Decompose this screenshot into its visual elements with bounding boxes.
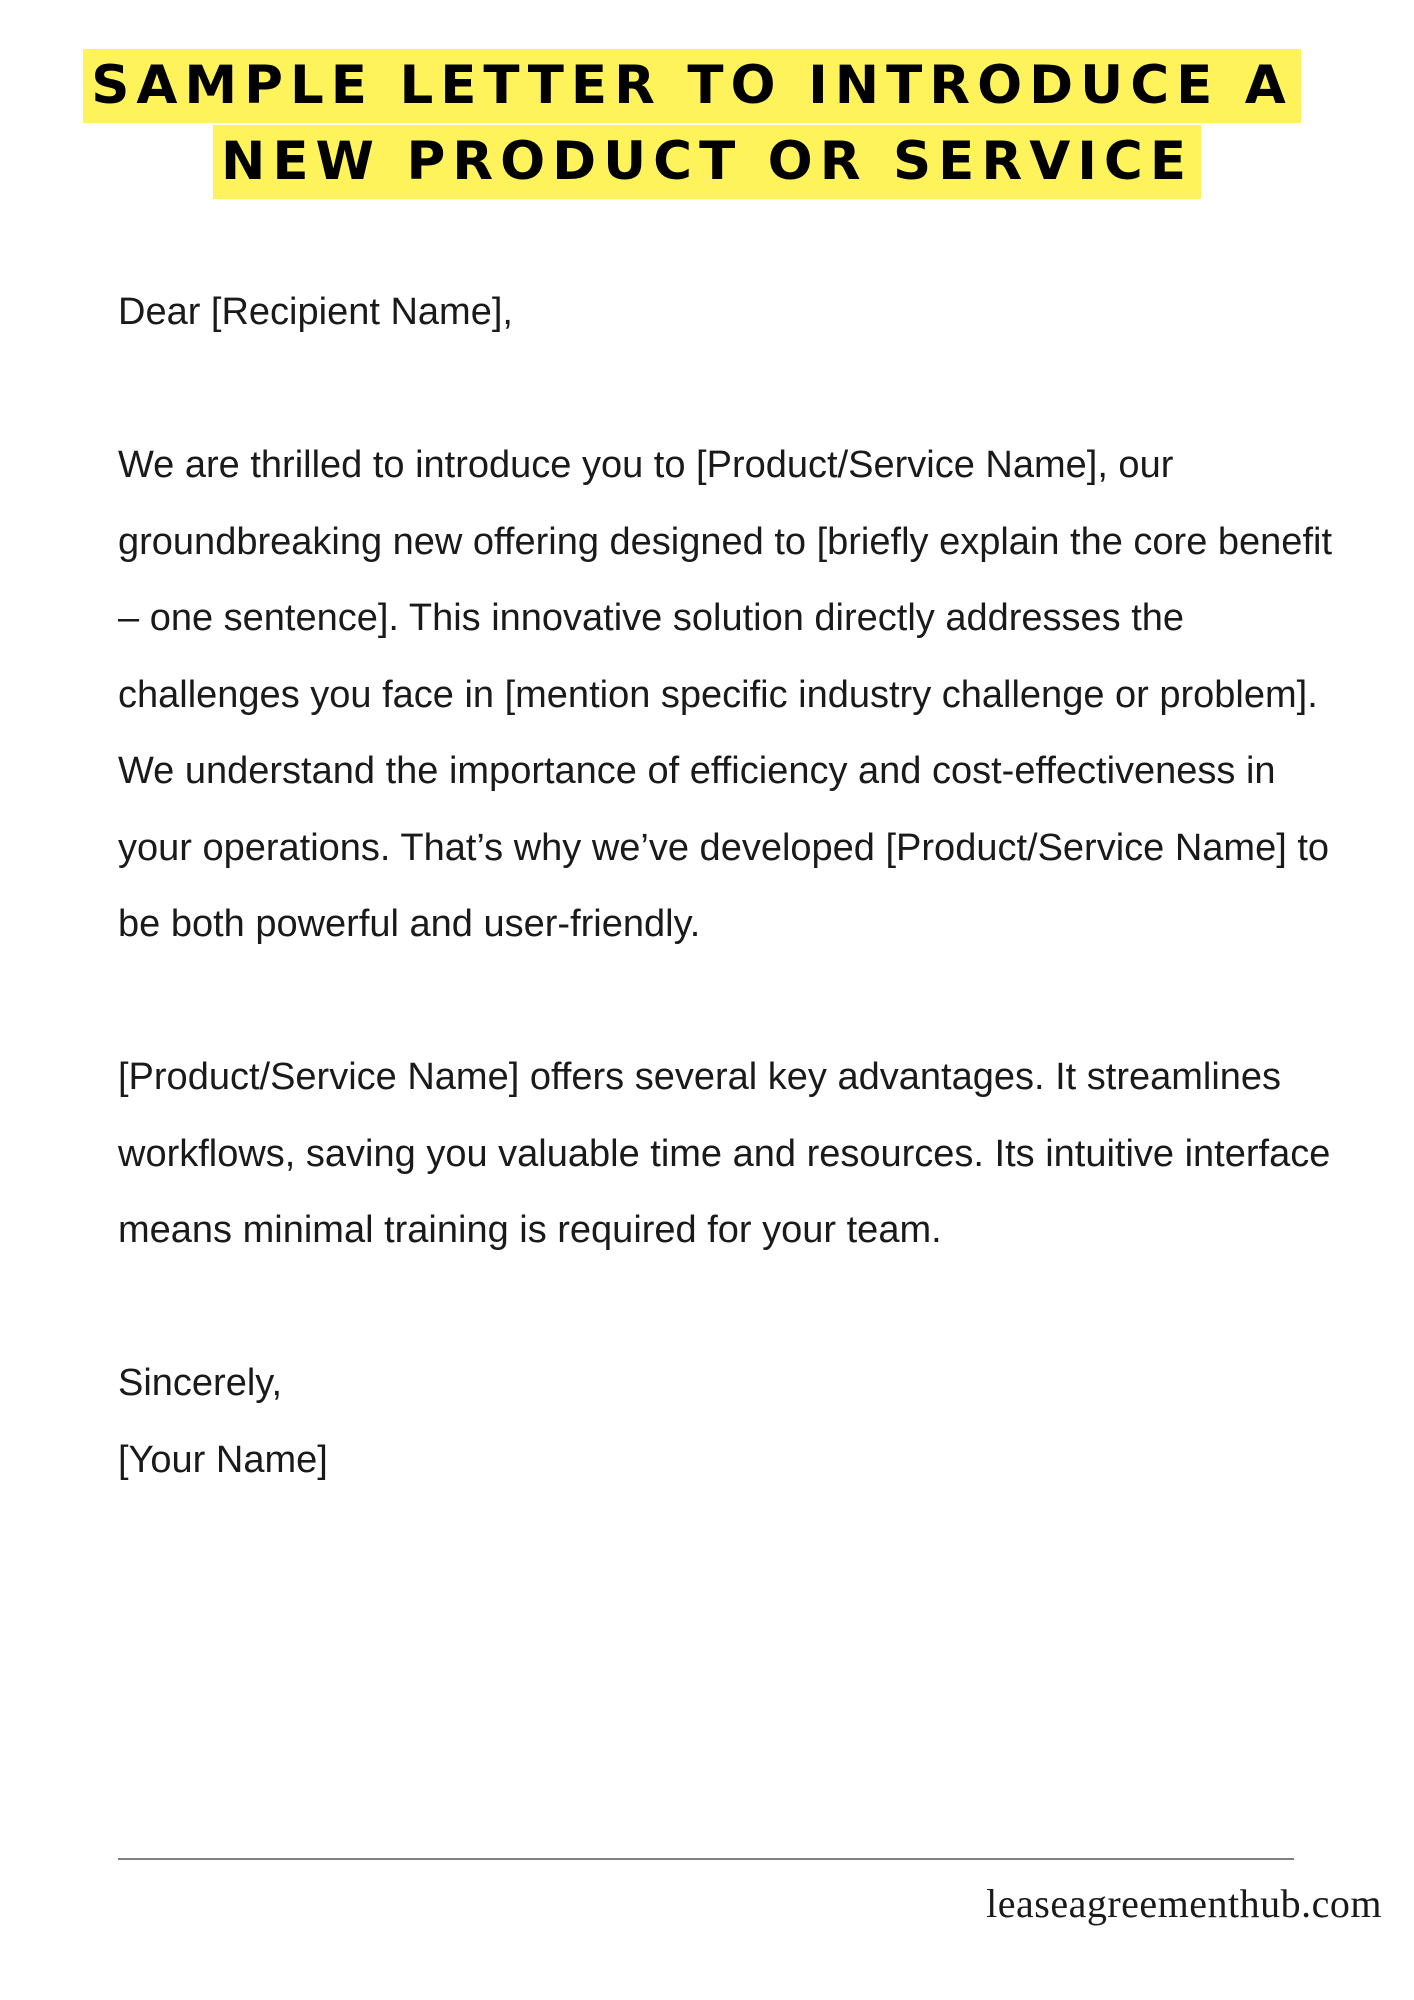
closing: Sincerely,	[118, 1362, 283, 1404]
paragraph-2: [Product/Service Name] offers several key advantages. It streamlines workflows, saving you valuable time and resources. Its intuitive interface means minimal training is required for your team.	[118, 1056, 1331, 1251]
paragraph-1: We are thrilled to introduce you to [Product/Service Name], our groundbreaking new offering designed to [briefly explain the core benefit – one sentence]. This innovative solution directly addresses the challenges you face in [mention specific industry challenge or problem]. We understand the importance of efficiency and cost-effectiveness in your operations. That’s why we’ve developed [Product/Service Name] to be both powerful and user-friendly.	[118, 444, 1332, 945]
spacer	[118, 1269, 1348, 1346]
spacer	[118, 351, 1348, 428]
title-line-2: NEW PRODUCT OR SERVICE	[213, 125, 1201, 199]
footer-website: leaseagreementhub.com	[986, 1881, 1382, 1926]
spacer	[118, 963, 1348, 1040]
signature: [Your Name]	[118, 1438, 328, 1481]
salutation: Dear [Recipient Name],	[118, 291, 513, 333]
footer-divider	[118, 1858, 1294, 1860]
document-title	[0, 48, 1414, 200]
title-line-1: SAMPLE LETTER TO INTRODUCE A	[83, 49, 1301, 123]
letter-body	[118, 274, 1348, 1498]
